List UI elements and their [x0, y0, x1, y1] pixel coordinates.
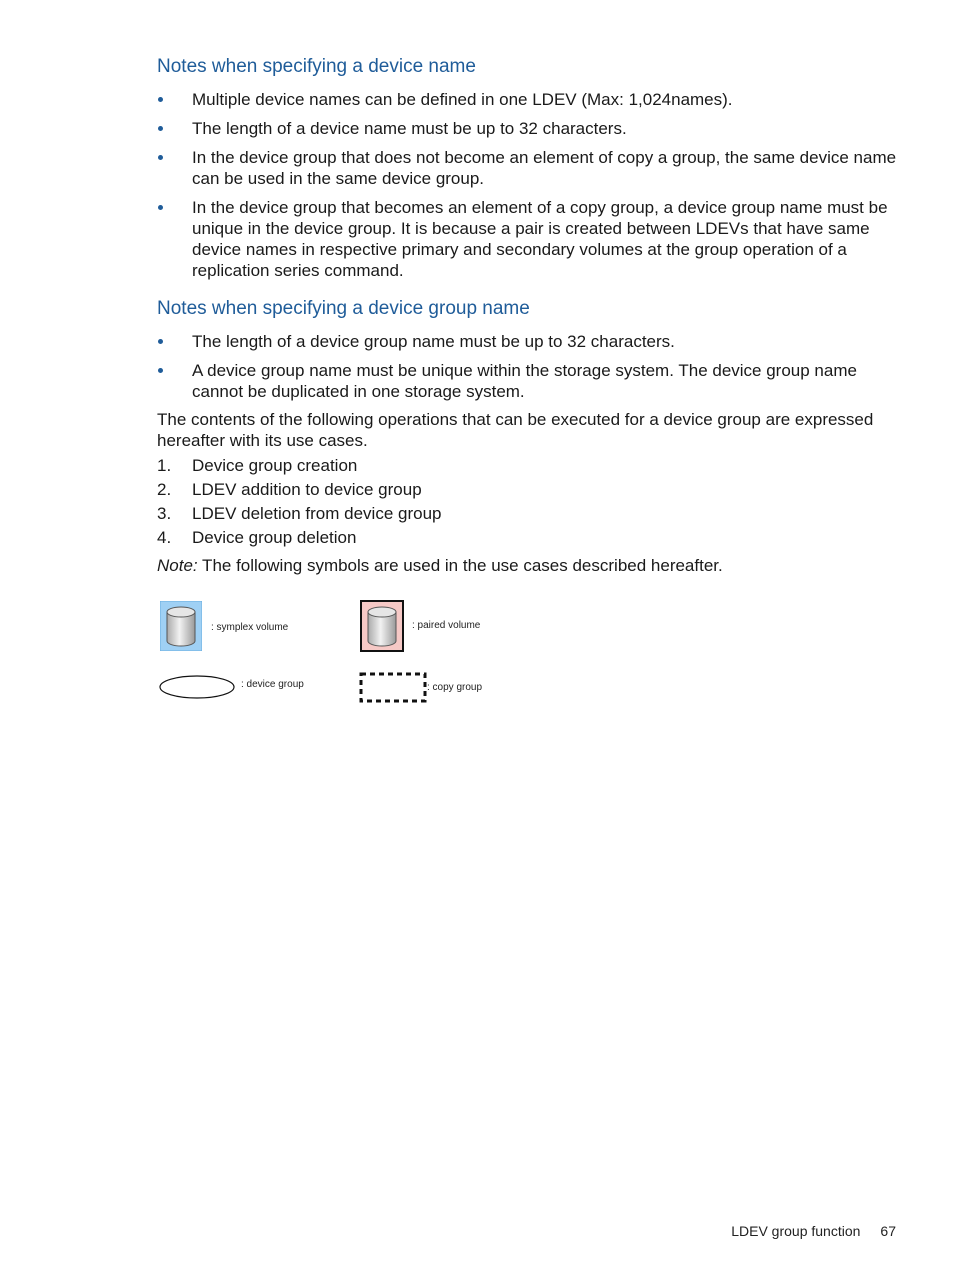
note-paragraph	[157, 555, 902, 576]
operations-list	[157, 455, 441, 551]
note-text: The following symbols are used in the use cases described hereafter.	[197, 556, 723, 575]
copy-group-label: : copy group	[427, 682, 483, 693]
list-item: A device group name must be unique within the storage system. The device group name cannot be duplicated in one storage system.	[157, 360, 902, 402]
device-group-icon	[159, 674, 235, 700]
list-item: 3. LDEV deletion from device group	[157, 504, 442, 523]
symplex-volume-label: : symplex volume	[211, 622, 289, 633]
paired-volume-label: : paired volume	[412, 620, 481, 631]
section-heading-device-group-name: Notes when specifying a device group name	[157, 298, 530, 319]
bullet-dot-icon	[158, 339, 163, 344]
bullet-dot-icon	[158, 155, 163, 160]
list-item: 4. Device group deletion	[157, 528, 357, 547]
paired-volume-icon	[360, 600, 404, 652]
page-footer	[731, 1222, 896, 1240]
note-label: Note:	[157, 556, 198, 575]
list-item: The length of a device name must be up to 32 characters.	[157, 118, 902, 139]
section-heading-device-name: Notes when specifying a device name	[157, 56, 476, 77]
list-item: The length of a device group name must be up to 32 characters.	[157, 331, 902, 352]
list-item: In the device group that does not become an element of copy a group, the same device name can be used in the same device group.	[157, 147, 902, 189]
list-item: 1. Device group creation	[157, 456, 358, 475]
list-item: Multiple device names can be defined in one LDEV (Max: 1,024names).	[157, 89, 902, 110]
bullet-dot-icon	[158, 368, 163, 373]
bullet-dot-icon	[158, 97, 163, 102]
copy-group-icon	[359, 672, 429, 704]
symplex-volume-icon	[160, 601, 202, 651]
list-item: In the device group that becomes an element of a copy group, a device group name must be unique in the device group. It is because a pair is created between LDEVs that have same device names in respective primary and secondary volumes at the group operation of a replication series command.	[157, 197, 902, 281]
device-group-label: : device group	[241, 679, 304, 690]
device-name-notes	[157, 89, 902, 289]
symbol-legend	[157, 598, 517, 708]
bullet-dot-icon	[158, 126, 163, 131]
footer-section-title: LDEV group function	[731, 1223, 861, 1239]
device-group-name-notes	[157, 331, 902, 410]
bullet-dot-icon	[158, 205, 163, 210]
page-number: 67	[880, 1223, 896, 1239]
list-item: 2. LDEV addition to device group	[157, 480, 422, 499]
intro-paragraph: The contents of the following operations that can be executed for a device group are expressed hereafter with its use cases.	[157, 410, 874, 450]
